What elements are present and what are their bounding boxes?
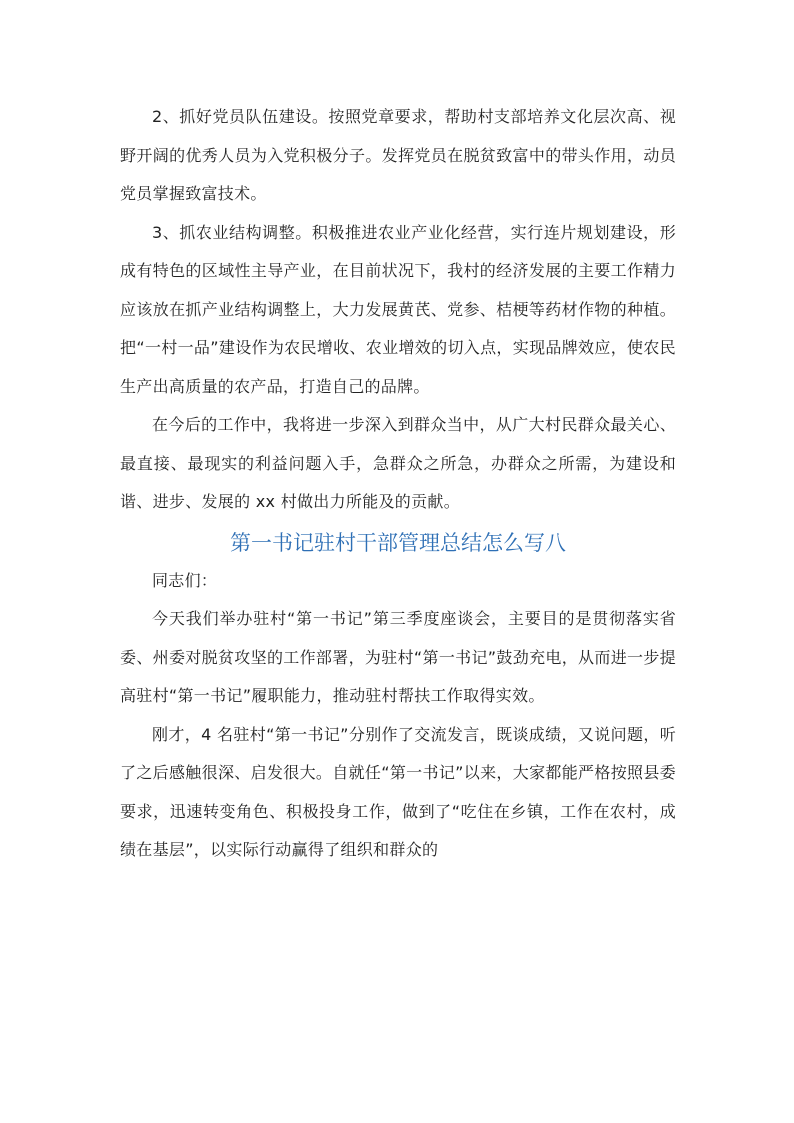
- section-heading: 第一书记驻村干部管理总结怎么写八: [230, 530, 566, 555]
- paragraph-speeches: 刚才，4 名驻村“第一书记”分别作了交流发言，既谈成绩，又说问题，听了之后感触很深、启发很大。自就任“第一书记”以来，大家都能严格按照县委要求，迅速转变角色、积极投身工作，做到了“吃住在乡镇，工作在农村，成绩在基层”，以实际行动赢得了组织和群众的: [120, 724, 676, 859]
- paragraph-future-work: 在今后的工作中，我将进一步深入到群众当中，从广大村民群众最关心、最直接、最现实的利益问题入手，急群众之所急，办群众之所需，为建设和谐、进步、发展的 xx 村做出力所能及的贡献。: [120, 415, 676, 511]
- paragraph-party-members: 2、抓好党员队伍建设。按照党章要求，帮助村支部培养文化层次高、视野开阔的优秀人员为入党积极分子。发挥党员在脱贫致富中的带头作用，动员党员掌握致富技术。: [120, 107, 676, 203]
- paragraph-meeting-purpose: 今天我们举办驻村“第一书记”第三季度座谈会，主要目的是贯彻落实省委、州委对脱贫攻坚的工作部署，为驻村“第一书记”鼓劲充电，从而进一步提高驻村“第一书记”履职能力，推动驻村帮扶工作取得实效。: [120, 609, 676, 705]
- paragraph-salutation: 同志们：: [152, 570, 218, 590]
- paragraph-agriculture-structure: 3、抓农业结构调整。积极推进农业产业化经营，实行连片规划建设，形成有特色的区域性主导产业，在目前状况下，我村的经济发展的主要工作精力应该放在抓产业结构调整上，大力发展黄芪、党参、桔梗等药材作物的种植。把“一村一品”建设作为农民增收、农业增效的切入点，实现品牌效应，使农民生产出高质量的农产品，打造自己的品牌。: [120, 222, 676, 396]
- document-page: [120, 98, 676, 870]
